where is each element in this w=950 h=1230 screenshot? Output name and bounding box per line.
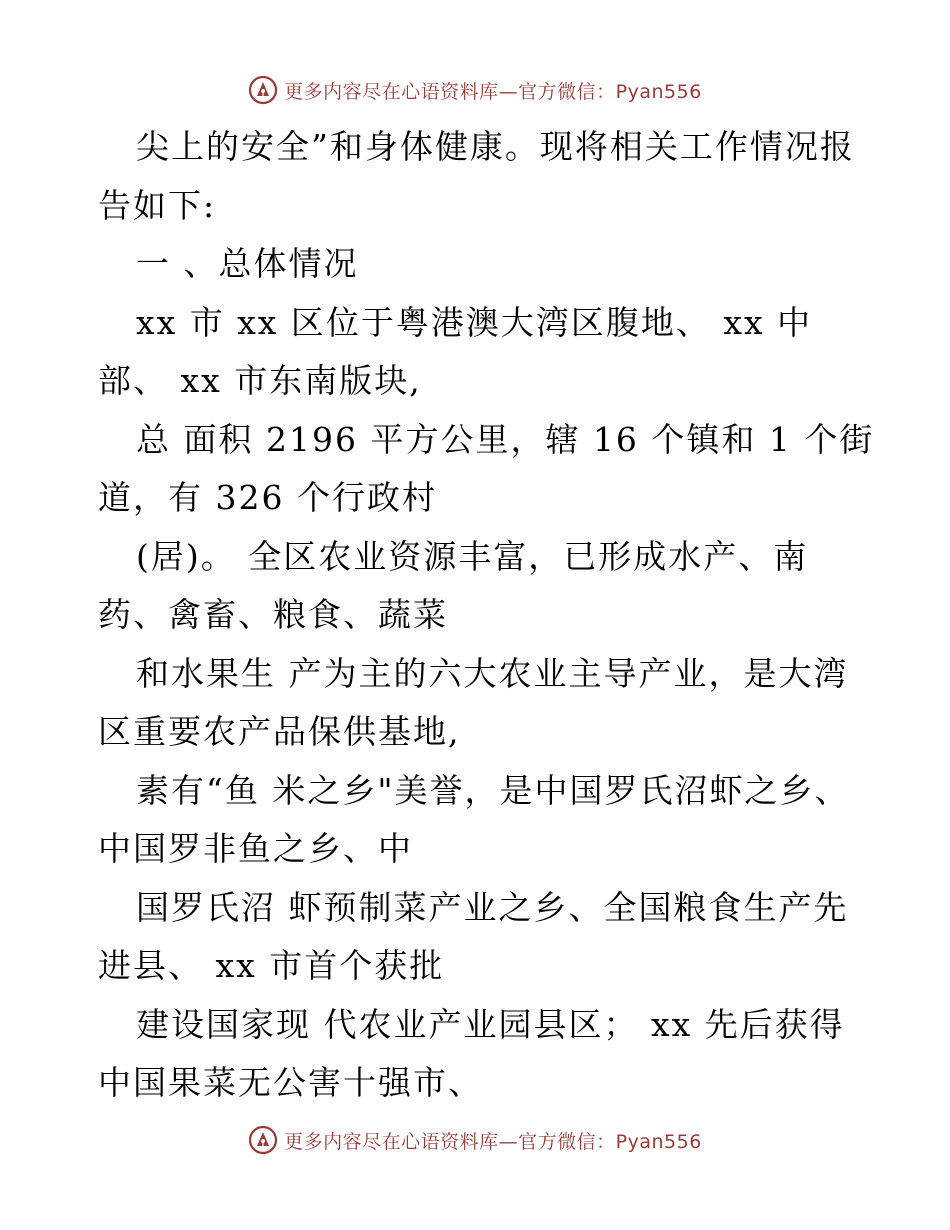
text-line: 告如下: (98, 185, 217, 225)
banner-wechat: 官方微信：Pyan556 (518, 80, 702, 103)
banner-dash: — (498, 1130, 519, 1153)
text-line: 素有“鱼 米之乡"美誉，是中国罗氏沼虾之乡、 (136, 770, 850, 810)
text-line: xx 市 xx 区位于粤港澳大湾区腹地、 xx 中 (136, 302, 813, 342)
text-line: 建设国家现 代农业产业园县区； xx 先后获得 (136, 1004, 845, 1044)
document-body (98, 118, 875, 1113)
banner-library: 更多内容尽在心语资料库 (284, 80, 499, 103)
text-line: (居)。 全区农业资源丰富，已形成水产、南 (136, 536, 809, 576)
text-line: 药、禽畜、粮食、蔬菜 (98, 595, 448, 634)
text-line: 国罗氏沼 虾预制菜产业之乡、全国粮食生产先 (136, 887, 849, 927)
text-line: 和水果生 产为主的六大农业主导产业，是大湾 (136, 653, 849, 693)
pen-nib-icon (248, 1125, 278, 1155)
text-line: 尖上的安全”和身体健康。现将相关工作情况报 (136, 127, 855, 166)
banner-text (284, 77, 702, 104)
footer-banner (0, 1120, 950, 1160)
pen-nib-icon (248, 75, 278, 105)
banner-dash: — (498, 80, 519, 103)
banner-wechat: 官方微信：Pyan556 (518, 1130, 702, 1153)
banner-text (284, 1127, 702, 1154)
header-banner (0, 70, 950, 110)
banner-library: 更多内容尽在心语资料库 (284, 1130, 499, 1153)
text-line: 中国果菜无公害十强市、 (98, 1063, 483, 1102)
text-line: 区重要农产品保供基地, (98, 712, 461, 751)
section-heading: 一 、总体情况 (136, 244, 359, 283)
text-line: 进县、 xx 市首个获批 (98, 946, 445, 985)
text-line: 总 面积 2196 平方公里，辖 16 个镇和 1 个街 (136, 419, 875, 459)
text-line: 中国罗非鱼之乡、中 (98, 829, 413, 868)
text-line: 道，有 326 个行政村 (98, 478, 437, 517)
text-line: 部、 xx 市东南版块, (98, 361, 422, 400)
